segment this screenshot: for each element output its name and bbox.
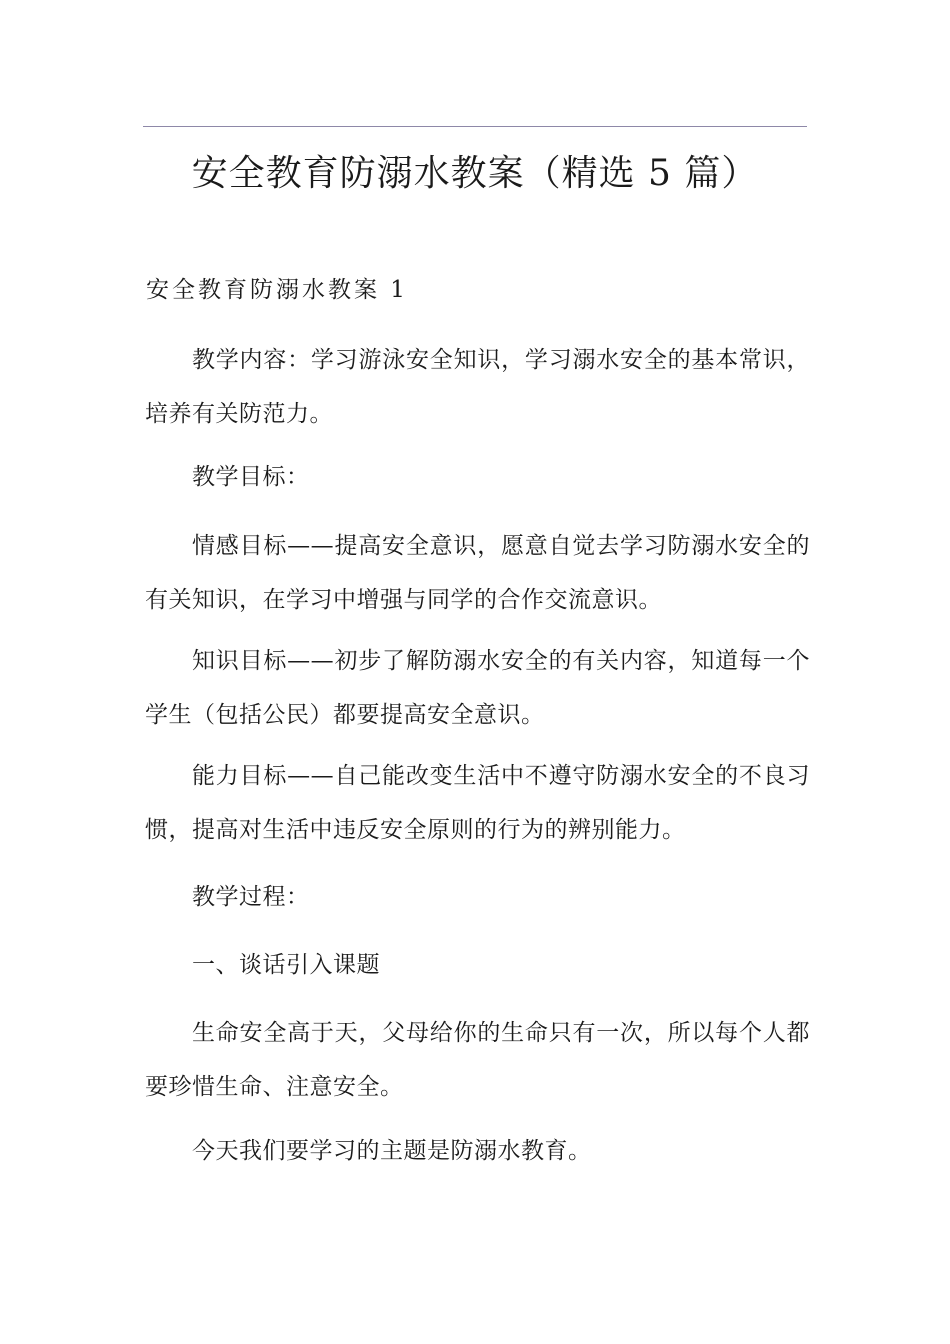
- paragraph-teaching-content: 教学内容：学习游泳安全知识，学习溺水安全的基本常识，培养有关防范力。: [145, 347, 810, 427]
- header-rule: [143, 126, 807, 127]
- document-title: 安全教育防溺水教案（精选 5 篇）: [191, 153, 759, 194]
- paragraph-today-topic: 今天我们要学习的主题是防溺水教育。: [192, 1138, 592, 1164]
- paragraph-life-safety: 生命安全高于天，父母给你的生命只有一次，所以每个人都要珍惜生命、注意安全。: [145, 1020, 810, 1100]
- paragraph-knowledge-goal: 知识目标——初步了解防溺水安全的有关内容，知道每一个学生（包括公民）都要提高安全意识。: [145, 648, 810, 728]
- paragraph-ability-goal: 能力目标——自己能改变生活中不遵守防溺水安全的不良习惯，提高对生活中违反安全原则的行为的辨别能力。: [145, 763, 810, 843]
- paragraph-teaching-goals: 教学目标：: [192, 464, 310, 490]
- paragraph-teaching-process: 教学过程：: [192, 884, 310, 910]
- paragraph-emotional-goal: 情感目标——提高安全意识，愿意自觉去学习防溺水安全的有关知识，在学习中增强与同学的合作交流意识。: [145, 533, 810, 613]
- section-heading: 安全教育防溺水教案 1: [146, 277, 408, 303]
- paragraph-step-one: 一、谈话引入课题: [192, 952, 380, 978]
